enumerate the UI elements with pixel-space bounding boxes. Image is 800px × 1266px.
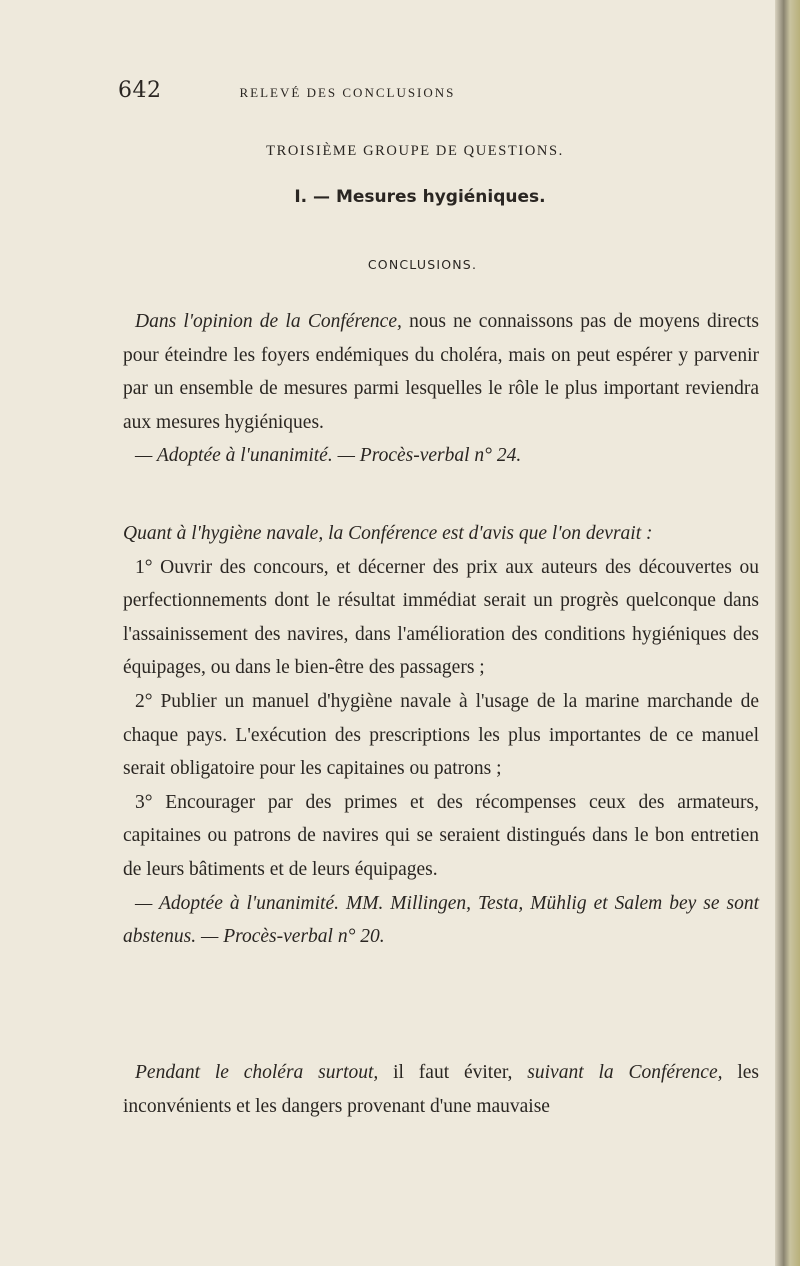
running-head [118, 78, 758, 103]
paragraph-2-adoption: — Adoptée à l'unanimité. MM. Millingen, Testa, Mühlig et Salem bey se sont abstenus. — Procès-verbal n° 20. [123, 892, 759, 948]
paragraph-1-adoption: — Adoptée à l'unanimité. — Procès-verbal n° 24. [135, 445, 522, 467]
paragraph-3-text: Pendant le choléra surtout, il faut éviter, suivant la Conférence, les inconvénients et les dangers provenant d'une mauvaise [123, 1062, 760, 1117]
page-number: 642 [118, 78, 162, 103]
paragraph-1-body: nous ne connaissons pas de moyens directs pour éteindre les foyers endémiques du choléra, mais on peut espérer y parvenir par un ensemble de mesures parmi lesquelles le rôle le plus important reviendra aux mesures hygiéniques. [123, 311, 760, 433]
list-item-2: 2° Publier un manuel d'hygiène navale à l'usage de la marine marchande de chaque pays. L'exécution des prescriptions les plus importantes de ce manuel serait obligatoire pour les capitaines ou patrons ; [123, 690, 759, 780]
paragraph-2 [123, 517, 759, 954]
running-title: RELEVÉ DES CONCLUSIONS [239, 85, 456, 100]
paragraph-1 [123, 305, 759, 473]
section-subtitle: I. — Mesures hygiéniques. [294, 187, 546, 207]
list-item-1: 1° Ouvrir des concours, et décerner des prix aux auteurs des découvertes ou perfectionnements dont le résultat immédiat serait un progrès quelconque dans l'assainissement des navires, dans l'amélioration des conditions hygiéniques des équipages, ou dans le bien-être des passagers ; [123, 556, 759, 679]
paragraph-3 [123, 1056, 759, 1123]
book-edge [775, 0, 800, 1266]
paragraph-2-lead: Quant à l'hygiène navale, la Conférence est d'avis que l'on devrait : [123, 523, 653, 544]
conclusions-label: CONCLUSIONS. [367, 257, 478, 272]
section-title: TROISIÈME GROUPE DE QUESTIONS. [266, 143, 564, 159]
list-item-3: 3° Encourager par des primes et des récompenses ceux des armateurs, capitaines ou patrons de navires qui se seraient distingués dans le bon entretien de leurs bâtiments et de leurs équipages. [123, 791, 759, 880]
paragraph-1-lead: Dans l'opinion de la Conférence, [135, 311, 402, 332]
paragraph-1-text [123, 305, 759, 439]
